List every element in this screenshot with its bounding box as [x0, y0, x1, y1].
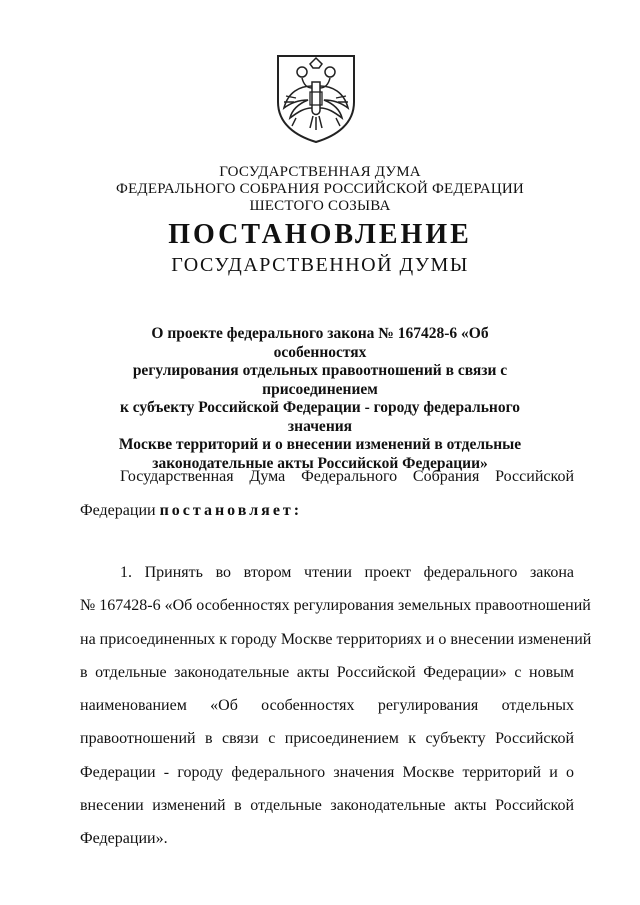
- russian-coat-of-arms-icon: [272, 52, 360, 144]
- item-line: правоотношений в связи с присоединением к субъекту Российской: [80, 730, 574, 748]
- decree-intro-paragraph: [80, 460, 574, 528]
- item-line: в отдельные законодательные акты Российской Федерации» с новым: [80, 663, 574, 681]
- org-line: ШЕСТОГО СОЗЫВА: [249, 198, 391, 214]
- org-line: ФЕДЕРАЛЬНОГО СОБРАНИЯ РОССИЙСКОЙ ФЕДЕРАЦИИ: [116, 181, 524, 197]
- item-line: Федерации».: [80, 830, 168, 848]
- intro-prefix: Федерации: [80, 502, 156, 519]
- subject-line: законодательные акты Российской Федерации»: [152, 454, 488, 472]
- item-line: № 167428-6 «Об особенностях регулирования земельных правоотношений: [80, 597, 591, 615]
- intro-line: Государственная Дума Федерального Собрания Российской: [120, 468, 574, 485]
- organization-heading: [0, 164, 640, 215]
- item-1-paragraph: [80, 556, 592, 856]
- org-line: ГОСУДАРСТВЕННАЯ ДУМА: [219, 164, 421, 180]
- intro-line: [80, 494, 574, 528]
- document-subject: [106, 325, 534, 473]
- subject-line: регулирования отдельных правоотношений в связи с присоединением: [132, 362, 508, 398]
- item-line: 1. Принять во втором чтении проект федерального закона: [120, 564, 574, 581]
- subject-line: О проекте федерального закона № 167428-6 «Об особенностях: [151, 325, 489, 361]
- item-line: на присоединенных к городу Москве территориях и о внесении изменений: [80, 630, 592, 648]
- document-subtitle: ГОСУДАРСТВЕННОЙ ДУМЫ: [171, 254, 469, 276]
- decree-word: постановляет:: [159, 502, 303, 519]
- item-line: наименованием «Об особенностях регулирования отдельных: [80, 697, 574, 715]
- document-title: ПОСТАНОВЛЕНИЕ: [168, 219, 472, 250]
- subject-line: Москве территорий и о внесении изменений в отдельные: [118, 436, 522, 453]
- item-line: Федерации - городу федерального значения Москве территорий и о: [80, 763, 574, 781]
- subject-line: к субъекту Российской Федерации - городу федерального значения: [119, 399, 521, 435]
- item-line: внесении изменений в отдельные законодательные акты Российской: [80, 797, 574, 815]
